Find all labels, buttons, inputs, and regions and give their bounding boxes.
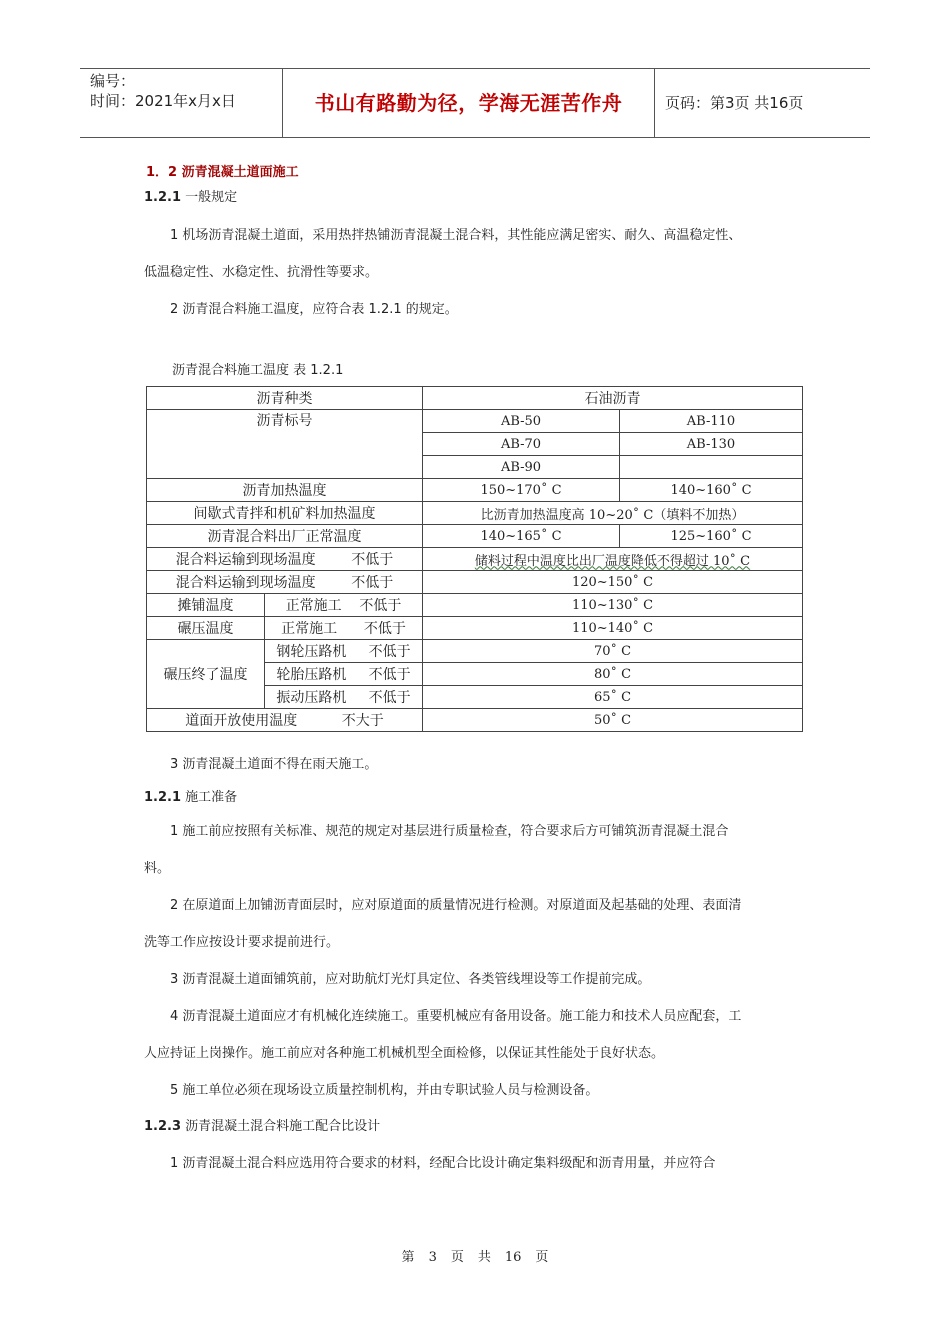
table-cell: 道面开放使用温度 不大于 [147, 709, 423, 732]
paragraph: 1 机场沥青混凝土道面，采用热拌热铺沥青混凝土混合料，其性能应满足密实、耐久、高温稳定性、 [170, 228, 742, 243]
table-cell [620, 456, 803, 479]
table-cell: 125~160˚ C [620, 525, 803, 548]
table-row [147, 548, 803, 571]
subsection-title: 沥青混凝土混合料施工配合比设计 [181, 1119, 381, 1134]
table-row [147, 571, 803, 594]
table-cell: 储料过程中温度比出厂温度降低不得超过 10˚ C [423, 548, 803, 571]
table-cell: 65˚ C [423, 686, 803, 709]
subsection-title: 一般规定 [181, 190, 238, 205]
subsection-number: 1.2.1 [144, 790, 182, 805]
subsection-heading [144, 184, 806, 212]
page-footer [0, 1246, 950, 1265]
section-title: 1．2 沥青混凝土道面施工 [146, 165, 299, 180]
table-cell: AB-50 [423, 410, 620, 433]
header-page-cell [655, 69, 870, 137]
header-meta [80, 69, 283, 137]
paragraph: 2 在原道面上加铺沥青面层时，应对原道面的质量情况进行检测。对原道面及起基础的处理、表面清 [170, 898, 742, 913]
paragraph: 2 沥青混合料施工温度，应符合表 1.2.1 的规定。 [170, 302, 458, 317]
footer-text: 第 [401, 1250, 415, 1265]
table-cell: AB-70 [423, 433, 620, 456]
footer-text: 页 [535, 1250, 549, 1265]
table-cell: 110~130˚ C [423, 594, 803, 617]
table-row [147, 479, 803, 502]
subsection-heading [144, 783, 806, 813]
table-cell: 沥青加热温度 [147, 479, 423, 502]
doc-date-label: 时间：2021年x月x日 [90, 92, 236, 110]
page-header [80, 68, 870, 138]
table-row [147, 640, 803, 663]
paragraph: 人应持证上岗操作。施工前应对各种施工机械机型全面检修，以保证其性能处于良好状态。 [144, 1046, 665, 1061]
table-cell: AB-110 [620, 410, 803, 433]
table-row [147, 410, 803, 433]
paragraph: 3 沥青混凝土道面铺筑前，应对助航灯光灯具定位、各类管线埋设等工作提前完成。 [170, 972, 651, 987]
table-cell: 钢轮压路机 不低于 [265, 640, 423, 663]
table-cell: 振动压路机 不低于 [265, 686, 423, 709]
doc-number-label: 编号： [90, 72, 136, 90]
table-cell: 比沥青加热温度高 10~20˚ C（填料不加热） [423, 502, 803, 525]
table-cell: 间歇式青拌和机矿料加热温度 [147, 502, 423, 525]
table-cell: 正常施工 不低于 [265, 617, 423, 640]
table-cell: 140~165˚ C [423, 525, 620, 548]
table-cell: 混合料运输到现场温度 不低于 [147, 548, 423, 571]
document-body [146, 162, 806, 1182]
table-cell: 碾压温度 [147, 617, 265, 640]
paragraph: 3 沥青混凝土道面不得在雨天施工。 [170, 757, 378, 772]
paragraph: 5 施工单位必须在现场设立质量控制机构，并由专职试验人员与检测设备。 [170, 1083, 599, 1098]
table-cell: AB-130 [620, 433, 803, 456]
table-cell: 80˚ C [423, 663, 803, 686]
header-motto-cell [283, 69, 655, 137]
subsection-heading [144, 1109, 806, 1145]
footer-text: 页 [450, 1250, 464, 1265]
paragraph: 料。 [144, 861, 171, 876]
header-motto: 书山有路勤为径，学海无涯苦作舟 [314, 91, 623, 115]
table-cell: 石油沥青 [423, 387, 803, 410]
table-cell: 碾压终了温度 [147, 640, 265, 709]
footer-page-number: 3 [428, 1250, 437, 1265]
table-cell: 120~150˚ C [423, 571, 803, 594]
table-cell: 沥青种类 [147, 387, 423, 410]
subsection-title: 施工准备 [181, 790, 238, 805]
table-cell: 140~160˚ C [620, 479, 803, 502]
table-cell: 沥青标号 [147, 410, 423, 479]
paragraph: 4 沥青混凝土道面应才有机械化连续施工。重要机械应有备用设备。施工能力和技术人员应配套，工 [170, 1009, 742, 1024]
paragraph: 1 施工前应按照有关标准、规范的规定对基层进行质量检查，符合要求后方可铺筑沥青混凝土混合 [170, 824, 729, 839]
table-cell: 混合料运输到现场温度 不低于 [147, 571, 423, 594]
table-row [147, 525, 803, 548]
table-cell: 正常施工 不低于 [265, 594, 423, 617]
table-row [147, 502, 803, 525]
table-cell: 110~140˚ C [423, 617, 803, 640]
paragraph: 1 沥青混凝土混合料应选用符合要求的材料，经配合比设计确定集料级配和沥青用量，并应符合 [170, 1156, 716, 1171]
table-cell: AB-90 [423, 456, 620, 479]
table-cell: 沥青混合料出厂正常温度 [147, 525, 423, 548]
table-cell: 摊铺温度 [147, 594, 265, 617]
header-page-info: 页码：第3页 共16页 [665, 94, 804, 112]
temperature-table [146, 386, 803, 732]
paragraph: 洗等工作应按设计要求提前进行。 [144, 935, 340, 950]
table-caption: 沥青混合料施工温度 表 1.2.1 [172, 363, 344, 378]
table-row [147, 709, 803, 732]
table-cell: 轮胎压路机 不低于 [265, 663, 423, 686]
subsection-number: 1.2.1 [144, 190, 182, 205]
table-cell: 70˚ C [423, 640, 803, 663]
footer-text: 共 [477, 1250, 491, 1265]
footer-total-pages: 16 [504, 1250, 522, 1265]
table-cell: 150~170˚ C [423, 479, 620, 502]
table-cell: 50˚ C [423, 709, 803, 732]
table-row [147, 387, 803, 410]
table-row [147, 617, 803, 640]
table-row [147, 594, 803, 617]
paragraph: 低温稳定性、水稳定性、抗滑性等要求。 [144, 265, 379, 280]
subsection-number: 1.2.3 [144, 1119, 182, 1134]
